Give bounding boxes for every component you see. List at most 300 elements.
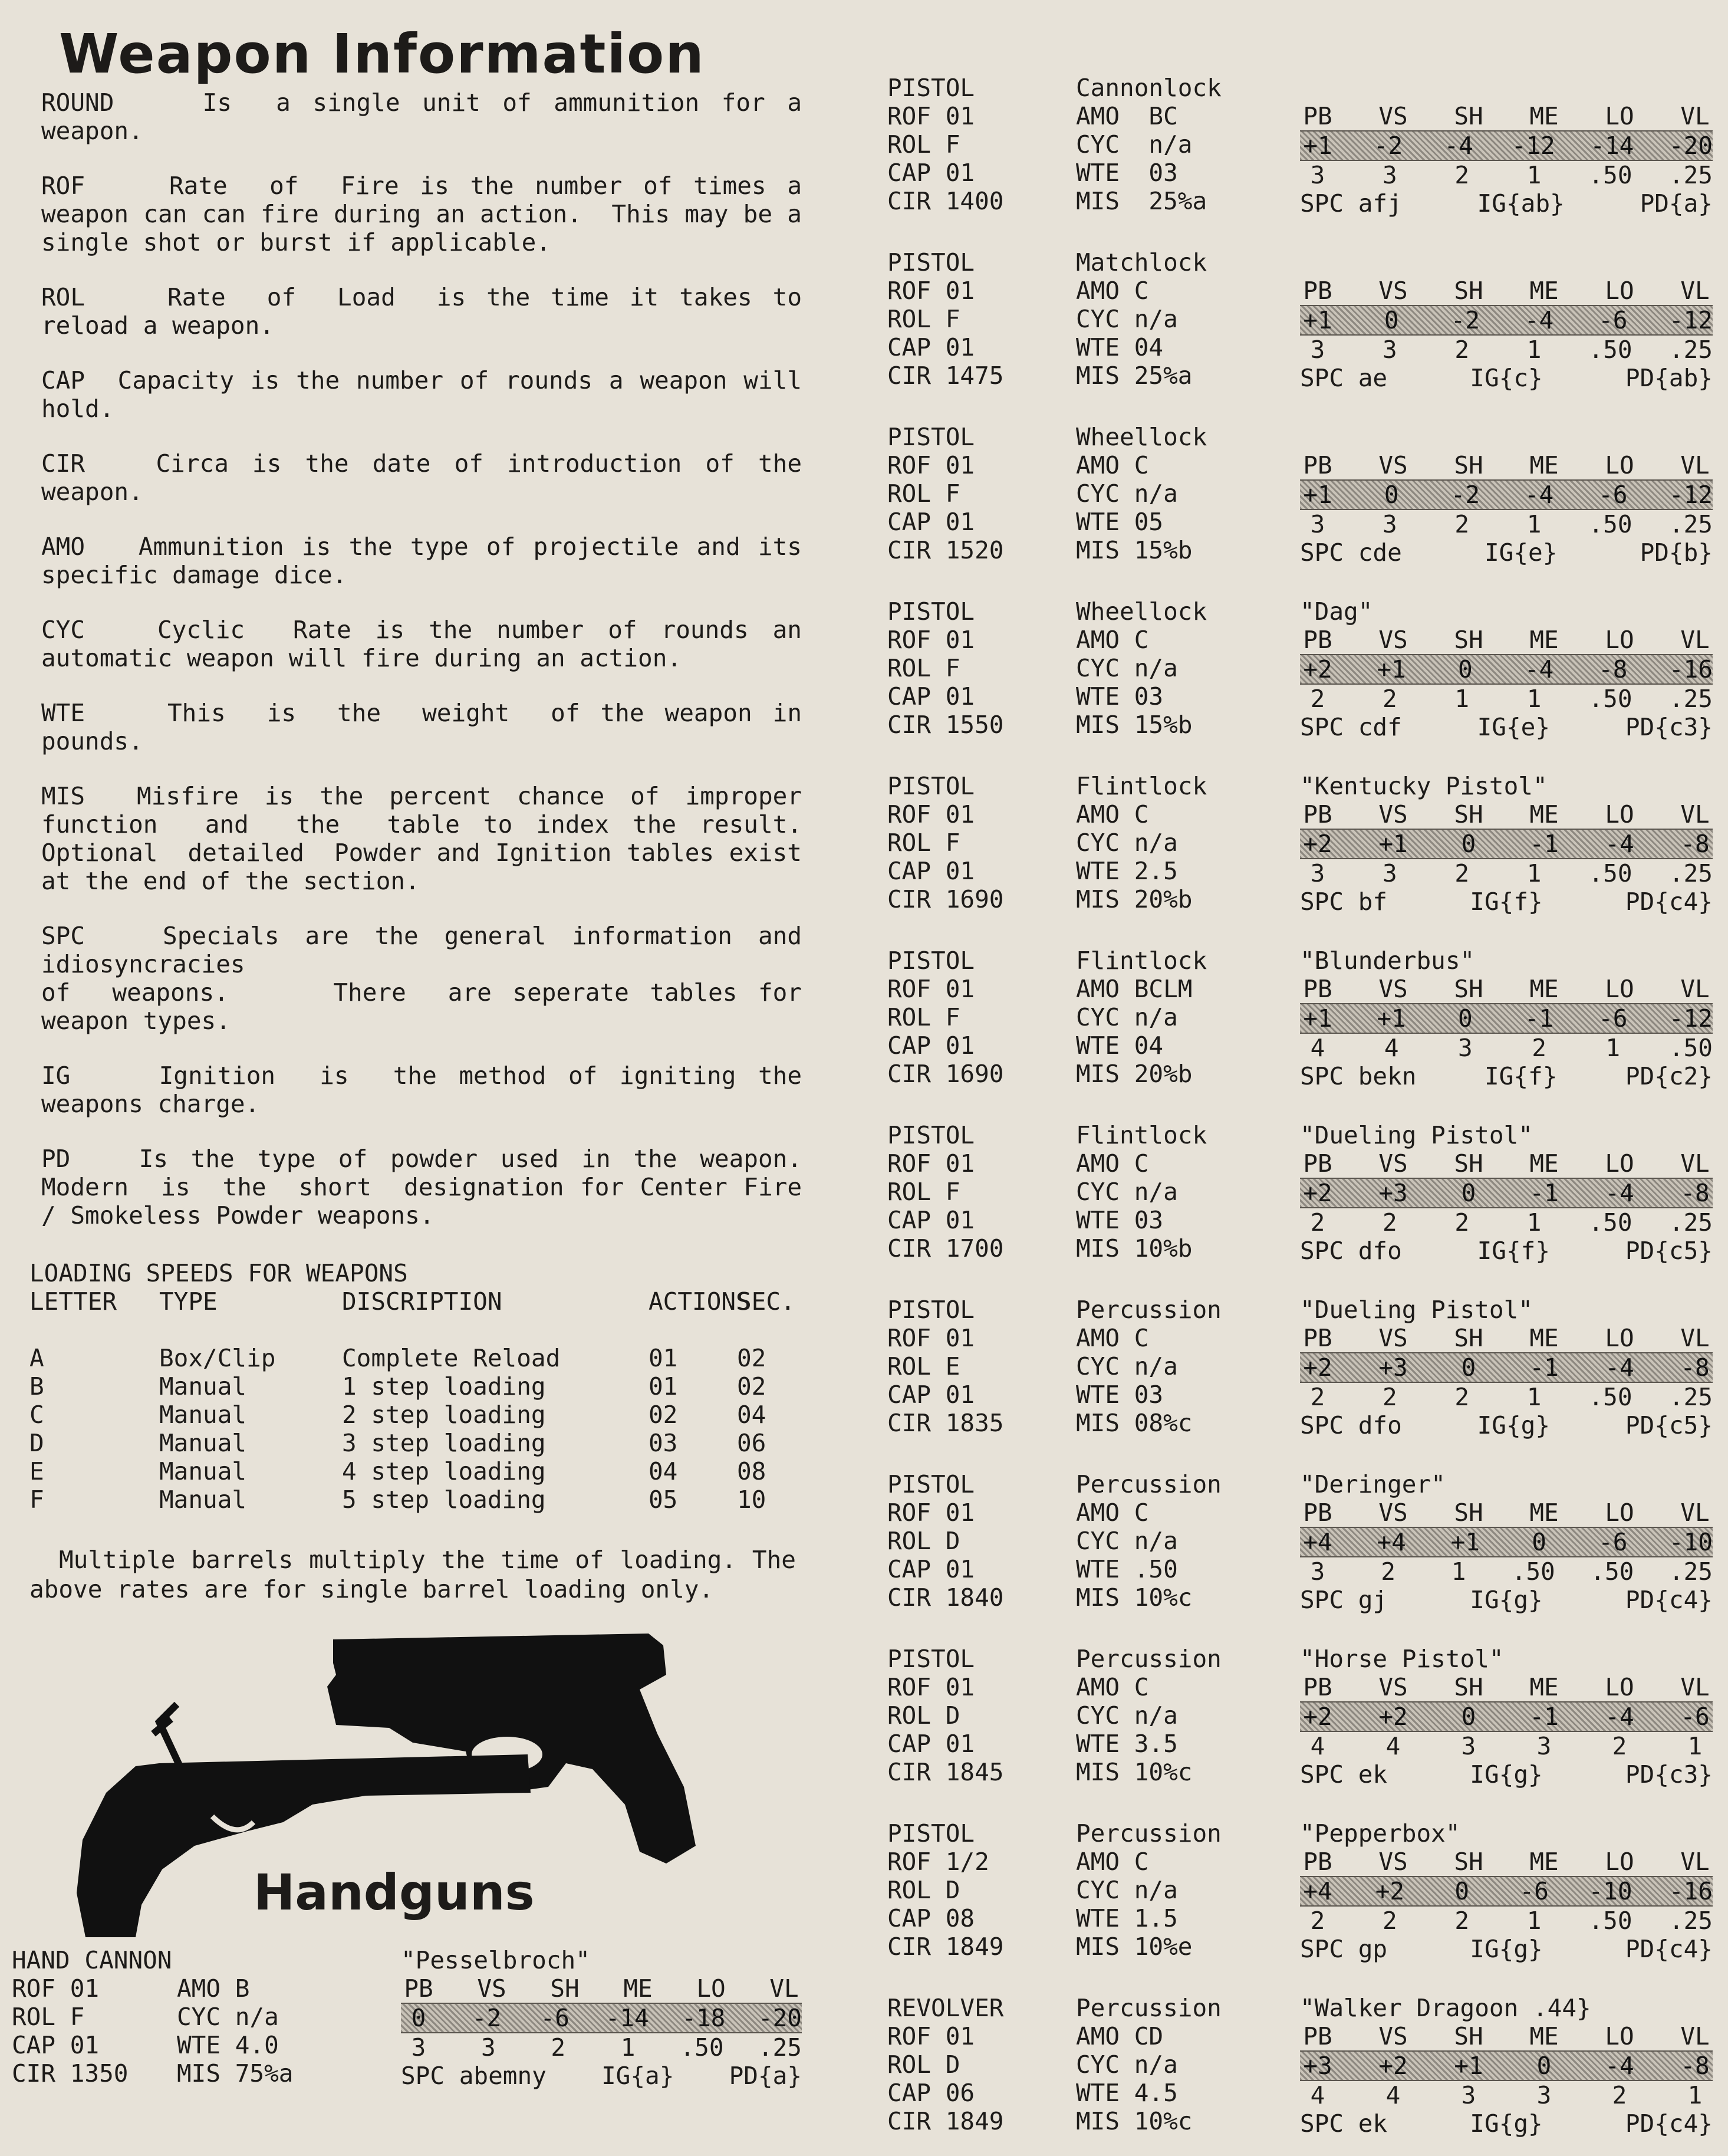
range-header: PB — [1303, 451, 1332, 479]
ignition-code: IG{f} — [1484, 1062, 1558, 1090]
range-modifier: +3 — [1378, 1353, 1408, 1382]
range-modifier: +1 — [1303, 306, 1332, 334]
damage-dice: 2 — [1383, 1383, 1397, 1411]
loading-sec: 04 — [737, 1401, 766, 1429]
damage-dice: 2 — [1310, 685, 1325, 713]
range-header-row — [401, 1974, 802, 2003]
weapon-mis: MIS 20%b — [1076, 885, 1193, 913]
damage-dice: 1 — [620, 2033, 636, 2062]
loading-header-actions: ACTIONS — [649, 1287, 751, 1316]
specials-code: SPC bekn — [1300, 1062, 1417, 1090]
specials-row — [1300, 2109, 1713, 2138]
weapon-mis: MIS 10%e — [1076, 1932, 1193, 1961]
range-header-row — [1300, 626, 1713, 654]
range-header: SH — [1454, 1149, 1483, 1178]
weapon-cyc: CYC n/a — [1076, 305, 1178, 333]
loading-type: Manual — [159, 1485, 247, 1514]
loading-type: Manual — [159, 1372, 247, 1401]
damage-dice-row — [1300, 336, 1713, 364]
weapon-cir: CIR 1840 — [887, 1583, 1004, 1612]
range-header: LO — [1605, 1673, 1634, 1701]
ignition-code: IG{a} — [601, 2062, 674, 2090]
range-modifier-row — [1300, 1352, 1713, 1383]
weapon-cyc: CYC n/a — [1076, 829, 1178, 857]
weapon-entry — [887, 1819, 1713, 1976]
weapon-mis: MIS 10%c — [1076, 2107, 1193, 2135]
weapon-entry — [887, 597, 1713, 754]
weapon-cir: CIR 1400 — [887, 187, 1004, 215]
weapon-wte: WTE 05 — [1076, 508, 1164, 536]
damage-dice: 2 — [551, 2033, 566, 2062]
weapon-rol: ROL F — [887, 479, 960, 508]
damage-dice: 3 — [1536, 2081, 1552, 2109]
powder-code: PD{c3} — [1625, 1760, 1713, 1789]
specials-code: SPC dfo — [1300, 1237, 1402, 1265]
weapon-rof: ROF 01 — [887, 626, 975, 654]
range-header: PB — [1303, 277, 1332, 305]
loading-letter: B — [29, 1372, 44, 1401]
damage-dice: 1 — [1526, 336, 1542, 364]
range-modifier-row — [1300, 1701, 1713, 1732]
weapon-wte: WTE 03 — [1076, 682, 1164, 711]
weapon-nickname: "Kentucky Pistol" — [1300, 772, 1548, 800]
weapon-nickname — [1300, 248, 1713, 277]
loading-header-description: DISCRIPTION — [342, 1287, 502, 1316]
hand-cannon-cir: CIR 1350 — [12, 2059, 129, 2088]
weapon-rof: ROF 01 — [887, 277, 975, 305]
damage-dice: 3 — [1310, 336, 1325, 364]
range-modifier: -6 — [1598, 1004, 1628, 1033]
weapon-entry — [887, 1470, 1713, 1626]
hand-cannon-nickname: "Pesselbroch" — [401, 1946, 590, 1974]
damage-dice: 3 — [1310, 1557, 1325, 1586]
damage-dice-row — [1300, 1732, 1713, 1760]
damage-dice: 2 — [1532, 1034, 1546, 1062]
damage-dice: 2 — [1454, 1907, 1470, 1935]
ignition-code: IG{e} — [1477, 713, 1551, 741]
loading-header-letter: LETTER — [29, 1287, 117, 1316]
damage-dice: .25 — [1668, 336, 1713, 364]
range-header: SH — [1454, 1848, 1483, 1876]
loading-letter: E — [29, 1457, 44, 1485]
weapon-rof: ROF 01 — [887, 1149, 975, 1178]
glossary-ig: IG Ignition is the method of igniting the weapons charge. — [41, 1061, 817, 1118]
damage-dice-row — [1300, 1208, 1713, 1237]
weapon-wte: WTE 04 — [1076, 1031, 1164, 1060]
damage-dice: 2 — [1310, 1383, 1325, 1411]
specials-row — [1300, 1237, 1713, 1265]
loading-row — [29, 1344, 814, 1372]
hand-cannon-rof: ROF 01 — [12, 1974, 100, 2003]
range-header: LO — [1605, 277, 1634, 305]
weapon-cap: CAP 01 — [887, 682, 975, 711]
range-header: LO — [1605, 626, 1634, 654]
weapon-entry — [887, 248, 1713, 405]
damage-dice: 4 — [1310, 1034, 1325, 1062]
range-modifier: -1 — [1529, 1179, 1559, 1207]
range-modifier: -14 — [1590, 132, 1634, 160]
range-header: VS — [1378, 975, 1408, 1003]
loading-row — [29, 1401, 814, 1429]
range-modifier: -16 — [1668, 1877, 1713, 1905]
range-header: VL — [1680, 277, 1710, 305]
weapon-type: Flintlock — [1076, 946, 1207, 975]
range-header: LO — [1605, 800, 1634, 829]
weapon-rol: ROL F — [887, 829, 960, 857]
range-modifier: -12 — [1668, 1004, 1713, 1033]
weapon-mis: MIS 15%b — [1076, 711, 1193, 739]
range-header: ME — [1529, 626, 1559, 654]
weapon-nickname: "Pepperbox" — [1300, 1819, 1460, 1848]
range-header-row — [1300, 1498, 1713, 1527]
powder-code: PD{c3} — [1625, 713, 1713, 741]
weapon-cyc: CYC n/a — [1076, 479, 1178, 508]
glossary-pd: PD Is the type of powder used in the weapon. Modern is the short designation for Center Fire / Smokeless Powder weapons. — [41, 1145, 817, 1230]
ignition-code: IG{g} — [1470, 1586, 1543, 1614]
loading-type: Manual — [159, 1401, 247, 1429]
range-modifier: +4 — [1303, 1877, 1332, 1905]
damage-dice: 3 — [481, 2033, 496, 2062]
weapon-amo: AMO C — [1076, 1149, 1149, 1178]
weapon-cir: CIR 1849 — [887, 2107, 1004, 2135]
damage-dice: .50 — [1590, 1557, 1634, 1586]
range-modifier: -4 — [1524, 481, 1554, 509]
damage-dice: 2 — [1310, 1208, 1325, 1237]
loading-sec: 10 — [737, 1485, 766, 1514]
ignition-code: IG{c} — [1470, 364, 1543, 392]
range-modifier: +3 — [1303, 2052, 1332, 2080]
weapon-cap: CAP 01 — [887, 159, 975, 187]
weapon-amo: AMO C — [1076, 1498, 1149, 1527]
damage-dice: .50 — [1588, 685, 1632, 713]
handguns-label: Handguns — [254, 1864, 535, 1921]
weapon-cap: CAP 01 — [887, 1730, 975, 1758]
range-modifier: +1 — [1377, 1004, 1406, 1033]
damage-dice: 3 — [1310, 859, 1325, 888]
hand-cannon-amo: AMO B — [177, 1974, 250, 2003]
range-modifier: -2 — [1450, 306, 1480, 334]
weapon-nickname: "Dag" — [1300, 597, 1373, 626]
weapon-rol: ROL F — [887, 305, 960, 333]
loading-description: Complete Reload — [342, 1344, 561, 1372]
damage-dice: 1 — [1526, 161, 1542, 189]
damage-dice: .25 — [1668, 1907, 1713, 1935]
range-header: VL — [1680, 451, 1710, 479]
specials-code: SPC cdf — [1300, 713, 1402, 741]
weapon-rof: ROF 01 — [887, 1324, 975, 1352]
weapon-cap: CAP 01 — [887, 1031, 975, 1060]
weapon-type: Cannonlock — [1076, 74, 1222, 102]
loading-row — [29, 1372, 814, 1401]
damage-dice: .50 — [1588, 161, 1632, 189]
damage-dice: .50 — [1668, 1034, 1713, 1062]
range-modifier: -4 — [1524, 655, 1554, 683]
range-header-row — [1300, 102, 1713, 130]
weapon-wte: WTE 1.5 — [1076, 1904, 1178, 1932]
weapon-wte: WTE 3.5 — [1076, 1730, 1178, 1758]
weapon-type: Percussion — [1076, 1819, 1222, 1848]
weapon-cyc: CYC n/a — [1076, 1178, 1178, 1206]
weapon-entry — [887, 74, 1713, 230]
damage-dice: 3 — [411, 2033, 426, 2062]
damage-dice: 3 — [1383, 510, 1397, 538]
weapon-entry — [887, 1121, 1713, 1277]
glossary-round: ROUND Is a single unit of ammunition for a weapon. — [41, 88, 817, 145]
weapon-cir: CIR 1690 — [887, 1060, 1004, 1088]
range-header: ME — [1529, 1848, 1559, 1876]
range-modifier: -20 — [758, 2004, 802, 2032]
specials-code: SPC cde — [1300, 538, 1402, 567]
specials-code: SPC ae — [1300, 364, 1388, 392]
weapon-mis: MIS 20%b — [1076, 1060, 1193, 1088]
range-header: VL — [1680, 800, 1710, 829]
loading-letter: F — [29, 1485, 44, 1514]
specials-row — [1300, 1411, 1713, 1439]
range-modifier: +2 — [1378, 2052, 1408, 2080]
range-modifier: -8 — [1680, 2052, 1710, 2080]
range-modifier: -18 — [682, 2004, 726, 2032]
loading-actions: 01 — [649, 1344, 678, 1372]
damage-dice: 4 — [1310, 2081, 1325, 2109]
range-header: VL — [1680, 102, 1710, 130]
range-modifier: 0 — [1461, 1703, 1476, 1731]
damage-dice: 3 — [1310, 161, 1325, 189]
damage-dice: .25 — [758, 2033, 802, 2062]
damage-dice: 2 — [1612, 1732, 1627, 1760]
damage-dice: 2 — [1454, 1383, 1470, 1411]
range-modifier: -8 — [1680, 1179, 1710, 1207]
loading-type: Box/Clip — [159, 1344, 276, 1372]
range-modifier: 0 — [1458, 655, 1473, 683]
range-modifier: -12 — [1668, 306, 1713, 334]
range-header-row — [1300, 1848, 1713, 1876]
range-header: PB — [1303, 102, 1332, 130]
specials-code: SPC afj — [1300, 189, 1402, 218]
weapon-rol: ROL D — [887, 1876, 960, 1904]
range-header: PB — [1303, 1324, 1332, 1352]
range-header: LO — [1605, 975, 1634, 1003]
range-modifier: 0 — [1536, 2052, 1552, 2080]
page-title: Weapon Information — [59, 22, 705, 86]
loading-description: 1 step loading — [342, 1372, 546, 1401]
range-header: ME — [1529, 1673, 1559, 1701]
range-modifier: -10 — [1588, 1877, 1632, 1905]
specials-code: SPC ek — [1300, 2109, 1388, 2138]
weapon-entry — [887, 946, 1713, 1103]
specials-code: SPC abemny — [401, 2062, 547, 2090]
range-modifier-row — [1300, 654, 1713, 685]
range-modifier: -1 — [1524, 1004, 1554, 1033]
range-modifier: -2 — [1373, 132, 1403, 160]
loading-letter: A — [29, 1344, 44, 1372]
weapon-category: PISTOL — [887, 1121, 975, 1149]
weapon-nickname — [1300, 423, 1713, 451]
range-header: VS — [1378, 1498, 1408, 1527]
loading-sec: 06 — [737, 1429, 766, 1457]
weapon-entry — [887, 1296, 1713, 1452]
range-header: SH — [1454, 1324, 1483, 1352]
weapon-cyc: CYC n/a — [1076, 654, 1178, 682]
damage-dice-row — [1300, 859, 1713, 888]
weapon-wte: WTE 4.5 — [1076, 2079, 1178, 2107]
range-header: VL — [1680, 975, 1710, 1003]
range-header: VS — [1378, 1848, 1408, 1876]
range-modifier: +1 — [1378, 830, 1408, 858]
specials-row — [1300, 1586, 1713, 1614]
loading-note — [29, 1545, 796, 1604]
range-header: PB — [1303, 1498, 1332, 1527]
specials-row — [1300, 189, 1713, 218]
range-modifier: -4 — [1605, 1353, 1634, 1382]
range-header: VS — [1378, 451, 1408, 479]
damage-dice: 1 — [1687, 1732, 1703, 1760]
weapon-rol: ROL D — [887, 1701, 960, 1730]
weapon-type: Wheellock — [1076, 597, 1207, 626]
damage-dice: .50 — [1511, 1557, 1555, 1586]
weapon-rol: ROL F — [887, 1178, 960, 1206]
weapon-amo: AMO C — [1076, 1848, 1149, 1876]
damage-dice: .50 — [1588, 1208, 1632, 1237]
loading-row — [29, 1485, 814, 1514]
range-modifier: -4 — [1605, 830, 1634, 858]
loading-sec: 02 — [737, 1344, 766, 1372]
specials-row — [1300, 364, 1713, 392]
weapon-type: Flintlock — [1076, 772, 1207, 800]
weapon-amo: AMO CD — [1076, 2022, 1164, 2050]
range-header: PB — [1303, 1149, 1332, 1178]
loading-note-text: Multiple barrels multiply the time of loading. The above rates are for single barrel loading only. — [29, 1546, 796, 1603]
weapon-cyc: CYC n/a — [1076, 130, 1193, 159]
weapon-cir: CIR 1845 — [887, 1758, 1004, 1786]
range-modifier: 0 — [1454, 1877, 1470, 1905]
damage-dice: 3 — [1458, 1034, 1473, 1062]
damage-dice: 3 — [1536, 1732, 1552, 1760]
damage-dice: 2 — [1454, 859, 1470, 888]
weapon-rof: ROF 01 — [887, 451, 975, 479]
weapon-cap: CAP 01 — [887, 857, 975, 885]
weapon-cap: CAP 01 — [887, 1381, 975, 1409]
damage-dice: .25 — [1668, 685, 1713, 713]
range-modifier: +1 — [1303, 132, 1332, 160]
loading-sec: 08 — [737, 1457, 766, 1485]
range-modifier: 0 — [1384, 306, 1399, 334]
range-header: SH — [1454, 1673, 1483, 1701]
damage-dice: 3 — [1461, 2081, 1476, 2109]
damage-dice: .50 — [1588, 1383, 1632, 1411]
weapon-category: PISTOL — [887, 1470, 975, 1498]
range-modifier: 0 — [1461, 830, 1476, 858]
range-modifier-row — [1300, 1876, 1713, 1907]
weapon-wte: WTE 04 — [1076, 333, 1164, 361]
range-modifier: -6 — [1519, 1877, 1549, 1905]
weapon-cap: CAP 08 — [887, 1904, 975, 1932]
range-header: LO — [1605, 1848, 1634, 1876]
weapon-category: REVOLVER — [887, 1994, 1004, 2022]
damage-dice-row — [1300, 510, 1713, 538]
hand-cannon-wte: WTE 4.0 — [177, 2031, 279, 2059]
range-header: PB — [1303, 626, 1332, 654]
weapon-nickname: "Blunderbus" — [1300, 946, 1475, 975]
weapon-amo: AMO C — [1076, 1324, 1149, 1352]
range-header: ME — [1529, 975, 1559, 1003]
range-header: LO — [696, 1974, 726, 2003]
weapon-entry — [887, 772, 1713, 928]
weapon-entry — [887, 1645, 1713, 1801]
range-header: VS — [1378, 1324, 1408, 1352]
weapon-type: Percussion — [1076, 1470, 1222, 1498]
range-modifier: +2 — [1375, 1877, 1405, 1905]
weapon-nickname — [1300, 74, 1713, 102]
weapon-mis: MIS 10%b — [1076, 1234, 1193, 1263]
loading-header-row — [29, 1287, 814, 1316]
range-modifier: 0 — [1532, 1528, 1546, 1556]
range-header-row — [1300, 1324, 1713, 1352]
range-modifier: -4 — [1605, 1179, 1634, 1207]
specials-row — [1300, 1935, 1713, 1963]
loading-row — [29, 1429, 814, 1457]
range-modifier: -6 — [1680, 1703, 1710, 1731]
damage-dice: 1 — [1526, 859, 1542, 888]
weapon-cyc: CYC n/a — [1076, 1352, 1178, 1381]
range-modifier: +1 — [1303, 481, 1332, 509]
weapon-cyc: CYC n/a — [1076, 1003, 1178, 1031]
weapon-rol: ROL F — [887, 130, 960, 159]
range-modifier-row — [401, 2003, 802, 2033]
range-modifier-row — [1300, 130, 1713, 161]
weapon-cyc: CYC n/a — [1076, 1527, 1178, 1555]
weapon-wte: WTE 03 — [1076, 1206, 1164, 1234]
weapon-category: PISTOL — [887, 1645, 975, 1673]
weapon-category: PISTOL — [887, 772, 975, 800]
damage-dice: 1 — [1687, 2081, 1703, 2109]
loading-description: 5 step loading — [342, 1485, 546, 1514]
powder-code: PD{a} — [729, 2062, 802, 2090]
damage-dice: 1 — [1526, 1907, 1542, 1935]
weapon-cap: CAP 06 — [887, 2079, 975, 2107]
range-header: VS — [1378, 800, 1408, 829]
weapon-cap: CAP 01 — [887, 508, 975, 536]
range-modifier: 0 — [1461, 1179, 1476, 1207]
weapon-amo: AMO C — [1076, 1673, 1149, 1701]
loading-actions: 01 — [649, 1372, 678, 1401]
range-modifier: -20 — [1668, 132, 1713, 160]
powder-code: PD{ab} — [1625, 364, 1713, 392]
weapon-wte: WTE 2.5 — [1076, 857, 1178, 885]
damage-dice: 3 — [1461, 1732, 1476, 1760]
range-header: ME — [623, 1974, 653, 2003]
weapon-type: Wheellock — [1076, 423, 1207, 451]
damage-dice: .25 — [1668, 161, 1713, 189]
damage-dice: 3 — [1383, 161, 1397, 189]
weapon-cir: CIR 1849 — [887, 1932, 1004, 1961]
loading-actions: 02 — [649, 1401, 678, 1429]
range-header: SH — [1454, 102, 1483, 130]
powder-code: PD{c4} — [1625, 888, 1713, 916]
specials-code: SPC gp — [1300, 1935, 1388, 1963]
range-header: ME — [1529, 1149, 1559, 1178]
damage-dice: 4 — [1385, 1732, 1401, 1760]
range-modifier-row — [1300, 479, 1713, 510]
range-modifier: -10 — [1668, 1528, 1713, 1556]
weapon-nickname: "Deringer" — [1300, 1470, 1446, 1498]
range-header: VL — [1680, 1498, 1710, 1527]
range-header: SH — [1454, 277, 1483, 305]
damage-dice-row — [1300, 1034, 1713, 1062]
damage-dice-row — [1300, 685, 1713, 713]
range-modifier: -2 — [1450, 481, 1480, 509]
range-modifier-row — [1300, 1003, 1713, 1034]
powder-code: PD{c4} — [1625, 1586, 1713, 1614]
